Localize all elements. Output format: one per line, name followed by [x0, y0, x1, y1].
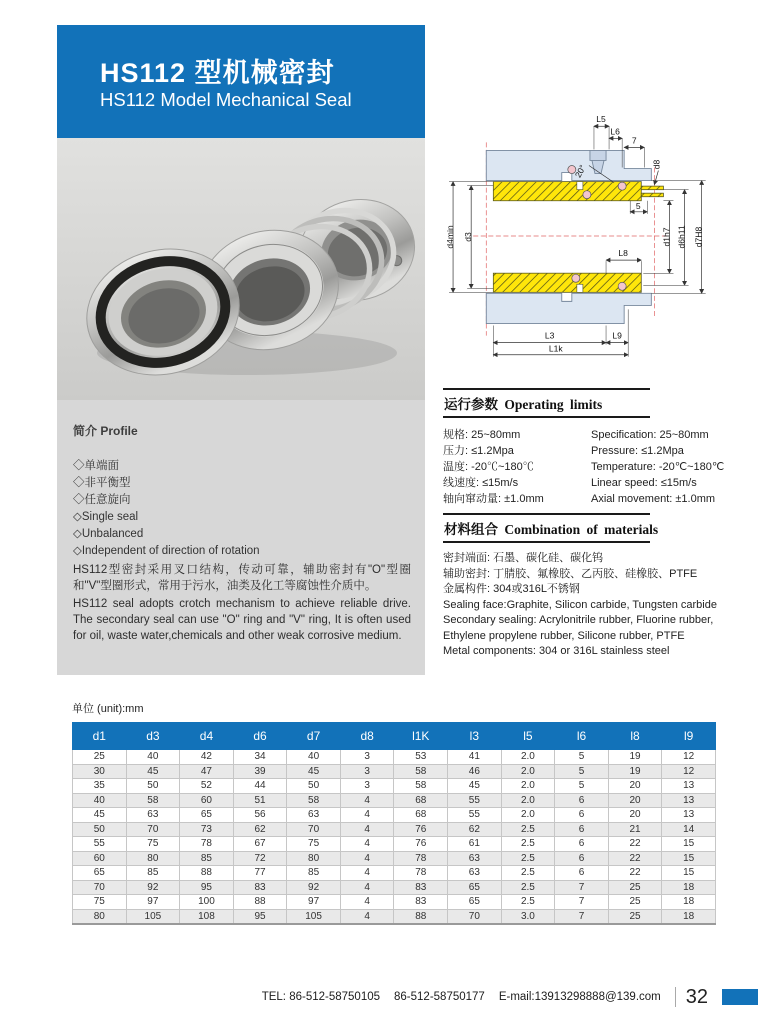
- footer-tel-2: 86-512-58750177: [394, 991, 485, 1003]
- table-cell: 83: [394, 895, 448, 910]
- table-cell: 6: [555, 793, 609, 808]
- table-cell: 4: [340, 866, 394, 881]
- page-footer: [262, 987, 758, 1007]
- table-cell: 58: [394, 779, 448, 794]
- table-cell: 95: [233, 909, 287, 924]
- table-cell: 76: [394, 837, 448, 852]
- table-row: [73, 909, 716, 924]
- column-header-l8: l8: [608, 723, 662, 750]
- table-cell: 77: [233, 866, 287, 881]
- footer-email: E-mail:13913298888@139.com: [498, 991, 661, 1003]
- profile-bullet: ◇非平衡型: [73, 477, 131, 489]
- table-cell: 50: [287, 779, 341, 794]
- table-row: [73, 866, 716, 881]
- table-cell: 15: [662, 866, 716, 881]
- table-cell: 56: [233, 808, 287, 823]
- column-header-l6: l6: [555, 723, 609, 750]
- table-cell: 6: [555, 837, 609, 852]
- profile-paragraph-en: HS112 seal adopts crotch mechanism to achieve reliable drive. The secondary seal can use "O" ring and "V" ring, It is often used for oil, waste water,chemicals and other weak corrosive medium.: [73, 598, 411, 642]
- column-header-d4: d4: [180, 723, 234, 750]
- o-ring: [618, 282, 626, 290]
- dim-label-l3: L3: [544, 330, 555, 341]
- table-cell: 3: [340, 764, 394, 779]
- table-cell: 75: [126, 837, 180, 852]
- materials-section: [443, 513, 755, 660]
- spec-line: Temperature: -20℃~180℃: [591, 461, 725, 473]
- page-title-zh: HS112 型机械密封: [100, 58, 335, 88]
- table-cell: 7: [555, 895, 609, 910]
- table-cell: 100: [180, 895, 234, 910]
- dimension-table: [72, 722, 716, 925]
- table-cell: 19: [608, 764, 662, 779]
- table-cell: 22: [608, 851, 662, 866]
- table-cell: 40: [73, 793, 127, 808]
- table-cell: 88: [233, 895, 287, 910]
- table-cell: 5: [555, 750, 609, 765]
- table-cell: 18: [662, 895, 716, 910]
- material-line: 金属构件: 304或316L不锈钢: [443, 583, 580, 595]
- table-row: [73, 764, 716, 779]
- table-cell: 55: [448, 808, 502, 823]
- table-cell: 2.0: [501, 793, 555, 808]
- dim-label-5: 5: [635, 200, 641, 211]
- seal-stack-bottom: [493, 273, 641, 292]
- table-cell: 78: [180, 837, 234, 852]
- table-cell: 61: [448, 837, 502, 852]
- table-cell: 55: [448, 793, 502, 808]
- table-cell: 2.0: [501, 764, 555, 779]
- table-cell: 52: [180, 779, 234, 794]
- table-cell: 13: [662, 793, 716, 808]
- table-cell: 97: [287, 895, 341, 910]
- dim-label-d3: d3: [463, 232, 474, 242]
- table-cell: 60: [180, 793, 234, 808]
- table-cell: 70: [287, 822, 341, 837]
- drive-notch-bottom: [577, 284, 583, 292]
- table-cell: 22: [608, 866, 662, 881]
- spec-line: Axial movement: ±1.0mm: [591, 493, 716, 505]
- table-cell: 80: [126, 851, 180, 866]
- table-cell: 73: [180, 822, 234, 837]
- table-cell: 58: [126, 793, 180, 808]
- table-cell: 20: [608, 808, 662, 823]
- table-cell: 60: [73, 851, 127, 866]
- table-cell: 41: [448, 750, 502, 765]
- table-cell: 12: [662, 750, 716, 765]
- table-row: [73, 837, 716, 852]
- dim-label-angle: 20°: [572, 163, 588, 180]
- table-cell: 5: [555, 779, 609, 794]
- spec-line: 轴向窜动量: ±1.0mm: [443, 493, 544, 505]
- spec-line: 压力: ≤1.2Mpa: [443, 445, 514, 457]
- table-cell: 4: [340, 851, 394, 866]
- table-cell: 25: [73, 750, 127, 765]
- table-cell: 65: [448, 880, 502, 895]
- table-row: [73, 822, 716, 837]
- table-cell: 72: [233, 851, 287, 866]
- table-cell: 76: [394, 822, 448, 837]
- profile-bullet: ◇Independent of direction of rotation: [73, 545, 260, 557]
- table-cell: 3.0: [501, 909, 555, 924]
- sleeve-strip-top: [641, 186, 663, 190]
- table-cell: 25: [608, 895, 662, 910]
- table-cell: 25: [608, 909, 662, 924]
- footer-tel-1: TEL: 86-512-58750105: [261, 991, 381, 1003]
- table-cell: 62: [448, 822, 502, 837]
- page-number: 32: [675, 987, 708, 1007]
- spec-line: Specification: 25~80mm: [591, 429, 709, 441]
- table-cell: 80: [287, 851, 341, 866]
- table-cell: 2.5: [501, 822, 555, 837]
- table-cell: 13: [662, 808, 716, 823]
- column-header-d3: d3: [126, 723, 180, 750]
- profile-section: [73, 422, 411, 644]
- table-cell: 85: [126, 866, 180, 881]
- profile-paragraph-zh: HS112型密封采用叉口结构，传动可靠，辅助密封有"O"型圈和"V"型圈形式，常用于污水，油类及化工等腐蚀性介质中。: [73, 564, 411, 592]
- spec-line: 温度: -20℃~180℃: [443, 461, 534, 473]
- table-cell: 108: [180, 909, 234, 924]
- gland-top: [486, 150, 651, 180]
- table-cell: 68: [394, 793, 448, 808]
- table-cell: 58: [287, 793, 341, 808]
- table-cell: 12: [662, 764, 716, 779]
- table-cell: 35: [73, 779, 127, 794]
- table-cell: 65: [73, 866, 127, 881]
- table-cell: 21: [608, 822, 662, 837]
- table-cell: 42: [180, 750, 234, 765]
- dim-label-l5: L5: [596, 114, 606, 125]
- table-cell: 53: [394, 750, 448, 765]
- table-cell: 4: [340, 837, 394, 852]
- table-cell: 85: [180, 851, 234, 866]
- table-cell: 34: [233, 750, 287, 765]
- table-cell: 70: [448, 909, 502, 924]
- operating-limits-zh: [443, 427, 591, 507]
- table-cell: 51: [233, 793, 287, 808]
- column-header-l5: l5: [501, 723, 555, 750]
- sleeve-strip-bottom: [641, 193, 663, 197]
- table-cell: 40: [287, 750, 341, 765]
- table-row: [73, 793, 716, 808]
- table-cell: 58: [394, 764, 448, 779]
- table-cell: 55: [73, 837, 127, 852]
- column-header-l3: l3: [448, 723, 502, 750]
- table-cell: 20: [608, 793, 662, 808]
- table-cell: 78: [394, 866, 448, 881]
- table-cell: 2.5: [501, 895, 555, 910]
- column-header-l9: l9: [662, 723, 716, 750]
- table-cell: 2.0: [501, 808, 555, 823]
- table-cell: 19: [608, 750, 662, 765]
- dim-label-7: 7: [631, 135, 637, 146]
- materials-lines: [443, 551, 755, 660]
- table-cell: 15: [662, 837, 716, 852]
- table-row: [73, 779, 716, 794]
- table-row: [73, 895, 716, 910]
- table-cell: 6: [555, 866, 609, 881]
- material-line: Sealing face:Graphite, Silicon carbide, Tungsten carbide: [443, 598, 717, 611]
- column-header-d6: d6: [233, 723, 287, 750]
- table-cell: 70: [73, 880, 127, 895]
- table-cell: 4: [340, 793, 394, 808]
- table-row: [73, 808, 716, 823]
- profile-bullet: ◇Single seal: [73, 511, 139, 523]
- table-cell: 45: [73, 808, 127, 823]
- table-cell: 85: [287, 866, 341, 881]
- table-cell: 3: [340, 779, 394, 794]
- dim-label-d8: d8: [651, 159, 662, 170]
- table-cell: 50: [126, 779, 180, 794]
- operating-limits-en: [591, 427, 755, 507]
- table-cell: 22: [608, 837, 662, 852]
- column-header-d8: d8: [340, 723, 394, 750]
- spec-line: 线速度: ≤15m/s: [443, 477, 519, 489]
- spec-line: 规格: 25~80mm: [443, 429, 521, 441]
- set-screw-head: [590, 150, 606, 160]
- gland-bottom: [486, 293, 651, 323]
- page-number-accent-block: [722, 989, 758, 1005]
- table-header-row: [73, 723, 716, 750]
- table-cell: 68: [394, 808, 448, 823]
- operating-limits-section: [443, 388, 755, 507]
- page-header: [57, 25, 425, 138]
- table-cell: 83: [394, 880, 448, 895]
- o-ring: [572, 274, 580, 282]
- table-cell: 65: [448, 895, 502, 910]
- table-cell: 2.5: [501, 851, 555, 866]
- table-cell: 5: [555, 764, 609, 779]
- table-cell: 14: [662, 822, 716, 837]
- table-cell: 13: [662, 779, 716, 794]
- table-cell: 2.5: [501, 837, 555, 852]
- dim-label-d6h11: d6h11: [676, 225, 687, 249]
- table-cell: 4: [340, 909, 394, 924]
- profile-heading: 简介 Profile: [73, 424, 138, 438]
- operating-limits-heading: 运行参数 Operating limits: [443, 388, 650, 418]
- table-cell: 30: [73, 764, 127, 779]
- table-cell: 63: [287, 808, 341, 823]
- table-cell: 95: [180, 880, 234, 895]
- table-cell: 92: [287, 880, 341, 895]
- table-cell: 75: [287, 837, 341, 852]
- table-cell: 80: [73, 909, 127, 924]
- material-line: Metal components: 304 or 316L stainless steel: [443, 645, 670, 657]
- product-photo: [57, 138, 425, 400]
- column-header-d7: d7: [287, 723, 341, 750]
- table-cell: 4: [340, 808, 394, 823]
- table-cell: 39: [233, 764, 287, 779]
- column-header-d1: d1: [73, 723, 127, 750]
- material-line: Ethylene propylene rubber, Silicone rubber, PTFE: [443, 629, 685, 642]
- dim-label-d4min: d4min: [445, 225, 456, 249]
- dim-label-d7h8: d7H8: [693, 226, 704, 248]
- table-cell: 40: [126, 750, 180, 765]
- product-panel: [57, 138, 425, 675]
- table-cell: 2.0: [501, 750, 555, 765]
- table-row: [73, 851, 716, 866]
- material-line: Secondary sealing: Acrylonitrile rubber, Fluorine rubber,: [443, 614, 714, 626]
- table-cell: 75: [73, 895, 127, 910]
- table-cell: 3: [340, 750, 394, 765]
- material-line: 辅助密封: 丁腈胶、氟橡胶、乙丙胶、硅橡胶、PTFE: [443, 567, 698, 580]
- table-cell: 62: [233, 822, 287, 837]
- table-cell: 105: [287, 909, 341, 924]
- table-cell: 4: [340, 880, 394, 895]
- table-cell: 83: [233, 880, 287, 895]
- table-cell: 7: [555, 909, 609, 924]
- table-cell: 2.5: [501, 880, 555, 895]
- table-cell: 7: [555, 880, 609, 895]
- table-cell: 78: [394, 851, 448, 866]
- table-row: [73, 880, 716, 895]
- unit-label: 单位 (unit):mm: [72, 703, 144, 715]
- dim-label-l1k: L1k: [548, 343, 563, 354]
- table-cell: 70: [126, 822, 180, 837]
- table-cell: 47: [180, 764, 234, 779]
- table-cell: 6: [555, 851, 609, 866]
- table-cell: 97: [126, 895, 180, 910]
- table-cell: 44: [233, 779, 287, 794]
- table-cell: 45: [448, 779, 502, 794]
- dim-label-l8: L8: [618, 248, 628, 259]
- table-cell: 18: [662, 909, 716, 924]
- table-cell: 4: [340, 822, 394, 837]
- table-cell: 25: [608, 880, 662, 895]
- table-cell: 88: [180, 866, 234, 881]
- table-row: [73, 750, 716, 765]
- dim-label-l6: L6: [610, 126, 620, 137]
- profile-bullet: ◇单端面: [73, 460, 119, 472]
- dim-label-d1h7: d1h7: [661, 227, 672, 247]
- table-cell: 92: [126, 880, 180, 895]
- table-cell: 65: [180, 808, 234, 823]
- o-ring: [618, 182, 626, 190]
- table-cell: 63: [448, 866, 502, 881]
- column-header-l1K: l1K: [394, 723, 448, 750]
- materials-heading: 材料组合 Combination of materials: [443, 513, 650, 543]
- dim-label-l9: L9: [612, 330, 622, 341]
- table-cell: 88: [394, 909, 448, 924]
- table-cell: 6: [555, 822, 609, 837]
- technical-diagram: [443, 112, 755, 372]
- spec-line: Pressure: ≤1.2Mpa: [591, 445, 684, 457]
- table-cell: 67: [233, 837, 287, 852]
- drive-notch-top: [577, 182, 583, 190]
- table-cell: 63: [448, 851, 502, 866]
- table-cell: 46: [448, 764, 502, 779]
- table-cell: 63: [126, 808, 180, 823]
- profile-bullet: ◇任意旋向: [73, 494, 131, 506]
- o-ring: [583, 191, 591, 199]
- table-cell: 2.0: [501, 779, 555, 794]
- page-title-en: HS112 Model Mechanical Seal: [100, 89, 352, 110]
- table-cell: 6: [555, 808, 609, 823]
- table-cell: 2.5: [501, 866, 555, 881]
- table-cell: 105: [126, 909, 180, 924]
- table-cell: 18: [662, 880, 716, 895]
- table-cell: 45: [287, 764, 341, 779]
- table-cell: 20: [608, 779, 662, 794]
- material-line: 密封端面: 石墨、碳化硅、碳化钨: [443, 552, 604, 564]
- table-cell: 50: [73, 822, 127, 837]
- table-cell: 15: [662, 851, 716, 866]
- spec-line: Linear speed: ≤15m/s: [591, 477, 697, 489]
- table-cell: 4: [340, 895, 394, 910]
- profile-bullet: ◇Unbalanced: [73, 528, 144, 540]
- table-cell: 45: [126, 764, 180, 779]
